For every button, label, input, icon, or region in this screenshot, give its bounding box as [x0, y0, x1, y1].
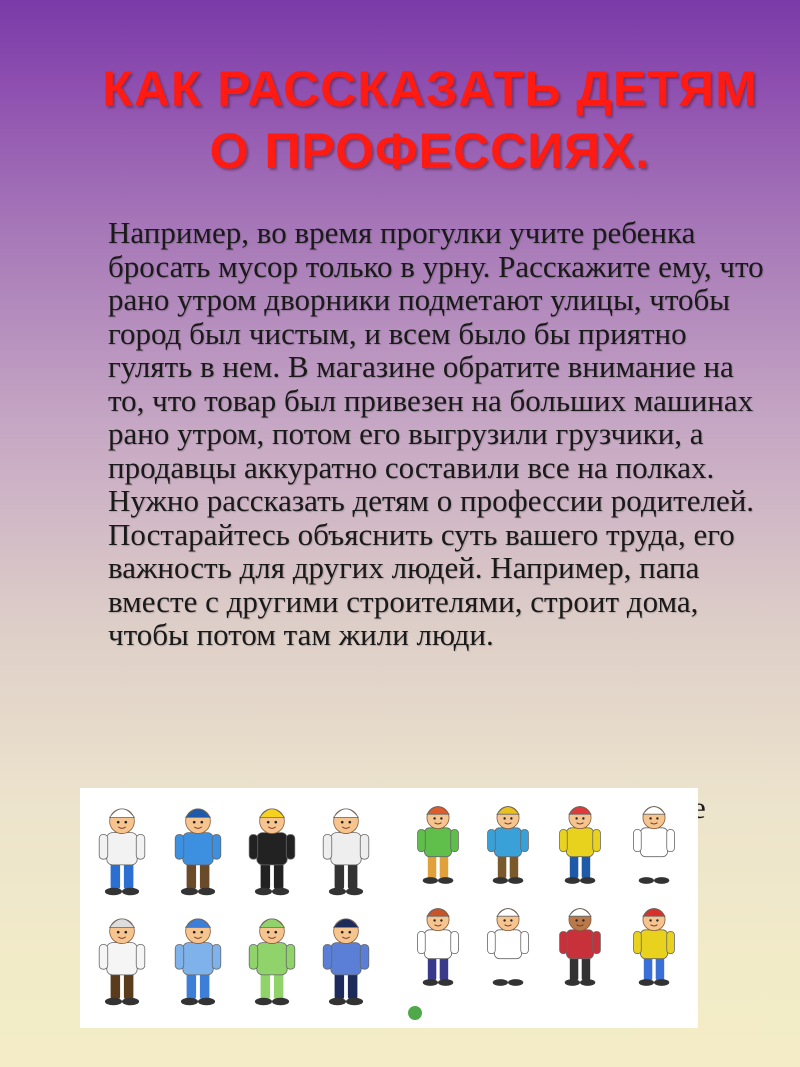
repairman-figure	[175, 809, 221, 895]
painter-figure	[418, 807, 459, 884]
doctor-figure	[418, 909, 459, 986]
surgeon-figure	[249, 919, 295, 1005]
logo-icon	[408, 1006, 422, 1020]
policeman-figure	[323, 919, 369, 1005]
firefighter-figure	[249, 809, 295, 895]
body-text: Например, во время прогулки учите ребенка бросать мусор только в урну. Расскажите ему, что рано утром дворники подметают улицы, чтобы город был чистым, и всем было бы приятно гулять в нем. В магазине обратите внимание на то, что товар был привезен на больших машинах рано утром, потом его выгрузили грузчики, а продавцы аккуратно составили все на полках. Нужно рассказать детям о профессии родителей. Постарайтесь объяснить суть вашего труда, его важность для других людей. Например, папа вместе с другими строителями, строит дома, чтобы потом там жили люди.	[108, 215, 764, 652]
sailor-figure	[634, 807, 675, 884]
plumber-figure	[175, 919, 221, 1005]
scientist-figure	[99, 919, 145, 1005]
tail-text: е	[692, 790, 706, 825]
cameraman-figure	[488, 807, 529, 884]
farmer-figure	[634, 909, 675, 986]
slide-title	[60, 58, 800, 182]
professions-illustration-left	[80, 788, 400, 1028]
watermark-left	[408, 1004, 498, 1022]
doctor-figure	[99, 809, 145, 895]
guitarist-figure	[560, 807, 601, 884]
title-line-1: КАК РАССКАЗАТЬ ДЕТЯМ	[102, 61, 758, 117]
title-line-2: О ПРОФЕССИЯХ.	[209, 123, 651, 179]
cook-figure	[560, 909, 601, 986]
professions-illustration-right	[400, 788, 698, 1028]
mechanic-figure	[323, 809, 369, 895]
nurse-figure	[488, 909, 529, 986]
